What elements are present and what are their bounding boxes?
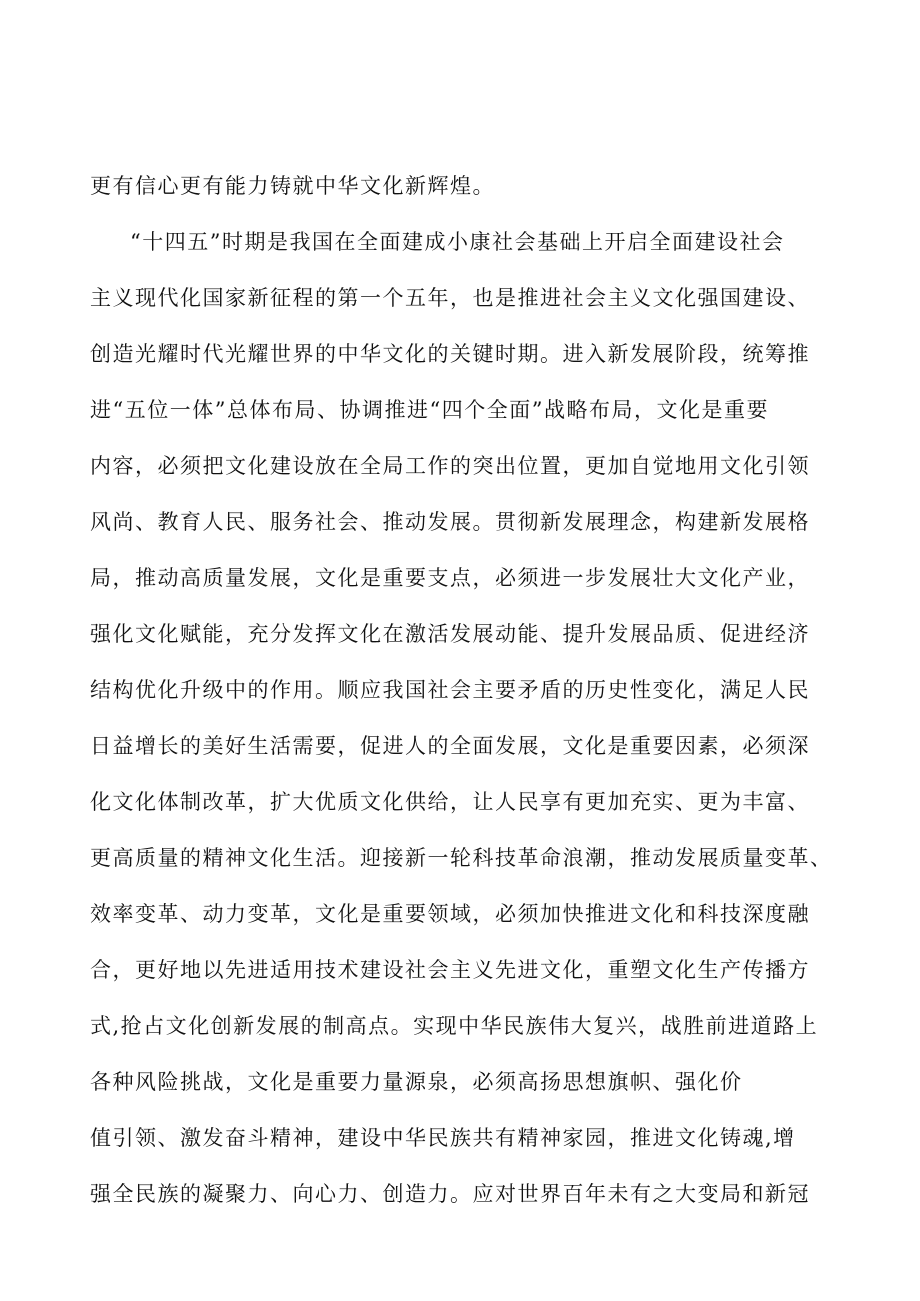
text-line: 合，更好地以先进适用技术建设社会主义先进文化，重塑文化生产传播方 [90,958,810,982]
paragraph-first-line: “十四五”时期是我国在全面建成小康社会基础上开启全面建设社会 [130,230,785,254]
text-line: 化文化体制改革，扩大优质文化供给，让人民享有更加充实、更为丰富、 [90,790,810,814]
text-line: 各种风险挑战，文化是重要力量源泉，必须高扬思想旗帜、强化价 [90,1070,743,1094]
text-line: 强化文化赋能，充分发挥文化在激活发展动能、提升发展品质、促进经济 [90,622,810,646]
text-line: 日益增长的美好生活需要，促进人的全面发展，文化是重要因素，必须深 [90,734,810,758]
text-line: 值引领、激发奋斗精神，建设中华民族共有精神家园，推进文化铸魂,增 [90,1126,796,1150]
text-line: 强全民族的凝聚力、向心力、创造力。应对世界百年未有之大变局和新冠 [90,1182,810,1206]
text-line: 内容，必须把文化建设放在全局工作的突出位置，更加自觉地用文化引领 [90,454,810,478]
text-line: 更高质量的精神文化生活。迎接新一轮科技革命浪潮，推动发展质量变革、 [90,846,833,870]
text-line: 局，推动高质量发展，文化是重要支点，必须进一步发展壮大文化产业， [90,566,810,590]
text-line: 主义现代化国家新征程的第一个五年，也是推进社会主义文化强国建设、 [90,286,810,310]
text-line: 式,抢占文化创新发展的制高点。实现中华民族伟大复兴，战胜前进道路上 [90,1014,819,1038]
text-line: 创造光耀时代光耀世界的中华文化的关键时期。进入新发展阶段，统筹推 [90,342,810,366]
text-line: 结构优化升级中的作用。顺应我国社会主要矛盾的历史性变化，满足人民 [90,678,810,702]
text-line: 效率变革、动力变革，文化是重要领域，必须加快推进文化和科技深度融 [90,902,810,926]
text-line: 风尚、教育人民、服务社会、推动发展。贯彻新发展理念，构建新发展格 [90,510,810,534]
text-line: 更有信心更有能力铸就中华文化新辉煌。 [90,174,495,198]
text-line: 进“五位一体”总体布局、协调推进“四个全面”战略布局，文化是重要 [90,398,769,422]
